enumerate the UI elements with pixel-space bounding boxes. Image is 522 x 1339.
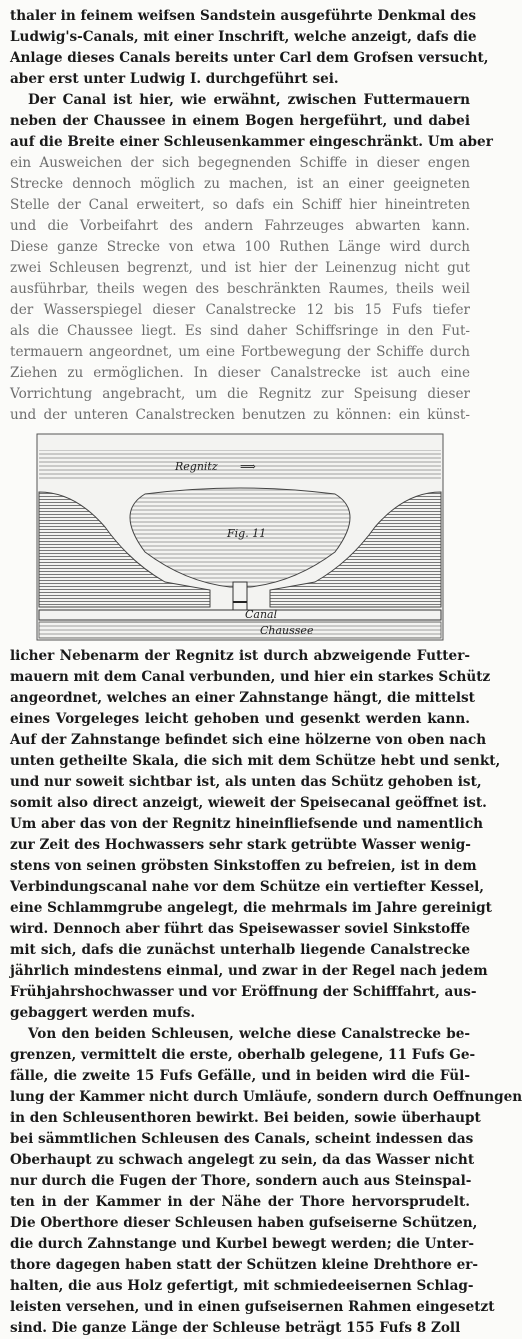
river-flow-arrow: ⟹ — [240, 460, 256, 473]
paragraph — [10, 1024, 522, 1339]
text-line: und nur soweit sichtbar ist, als unten das Schütz gehoben ist, — [10, 774, 482, 790]
text-line: leisten versehen, und in einen gufseisernen Rahmen eingesetzt — [10, 1299, 495, 1315]
text-line: neben der Chaussee in einem Bogen hergeführt, und dabei — [10, 113, 470, 129]
text-line: somit also direct anzeigt, wieweit der Speisecanal geöffnet ist. — [10, 795, 487, 811]
text-line: gebaggert werden mufs. — [10, 1005, 196, 1021]
text-line: Oberhaupt zu schwach angelegt zu sein, da das Wasser nicht — [10, 1152, 475, 1168]
canal-band — [39, 610, 441, 620]
text-line: Diese ganze Strecke von etwa 100 Ruthen Länge wird durch — [10, 239, 470, 255]
text-line: bei sämmtlichen Schleusen des Canals, scheint indessen das — [10, 1131, 474, 1147]
text-before-figure — [10, 6, 493, 426]
text-line: jährlich mindestens einmal, und zwar in der Regel nach jedem — [10, 963, 488, 979]
text-line: termauern angeordnet, um eine Fortbewegung der Schiffe durch — [10, 344, 470, 360]
text-line: Verbindungscanal nahe vor dem Schütze ein vertiefter Kessel, — [10, 879, 485, 895]
text-line: unten getheilte Skala, die sich mit dem Schütze hebt und senkt, — [10, 753, 501, 769]
text-line: in den Schleusenthoren bewirkt. Bei beiden, sowie überhaupt — [10, 1110, 481, 1126]
text-line: Auf der Zahnstange befindet sich eine hölzerne von oben nach — [10, 732, 487, 748]
text-line: ein Ausweichen der sich begegnenden Schiffe in dieser engen — [10, 155, 470, 171]
text-line: Ziehen zu ermöglichen. In dieser Canalstrecke ist auch eine — [10, 365, 470, 381]
text-line: als die Chaussee liegt. Es sind daher Schiffsringe in den Fut- — [10, 323, 470, 339]
figure-canal-plan — [35, 432, 445, 642]
road-label: Chaussee — [260, 624, 314, 637]
text-line: ausführbar, theils wegen des beschränkten Raumes, theils weil — [10, 281, 470, 297]
text-line: und die Vorbeifahrt des andern Fahrzeuges abwarten kann. — [10, 218, 470, 234]
text-line: halten, die aus Holz gefertigt, mit schmiedeeisernen Schlag- — [10, 1278, 474, 1294]
text-line: die durch Zahnstange und Kurbel bewegt werden; die Unter- — [10, 1236, 474, 1252]
text-line: Frühjahrshochwasser und vor Eröffnung der Schifffahrt, aus- — [10, 984, 477, 1000]
paragraph — [10, 90, 493, 153]
text-line: lung der Kammer nicht durch Umläufe, sondern durch Oeffnungen — [10, 1089, 522, 1105]
text-line: thore dagegen haben statt der Schützen kleine Drehthore er- — [10, 1257, 479, 1273]
text-line: Der Canal ist hier, wie erwähnt, zwischen Futtermauern — [28, 92, 470, 108]
text-line: Ludwig's-Canals, mit einer Inschrift, welche anzeigt, dafs die — [10, 29, 477, 45]
text-line: mit sich, dafs die zunächst unterhalb liegende Canalstrecke — [10, 942, 470, 958]
text-line: zur Zeit des Hochwassers sehr stark getrübte Wasser wenig- — [10, 837, 471, 853]
text-line: Um aber das von der Regnitz hineinfliefsende und namentlich — [10, 816, 484, 832]
text-line: Vorrichtung angebracht, um die Regnitz zur Speisung dieser — [10, 386, 470, 402]
text-line: stens von seinen gröbsten Sinkstoffen zu befreien, ist in dem — [10, 858, 477, 874]
text-line: zwei Schleusen begrenzt, und ist hier der Leinenzug nicht gut — [10, 260, 470, 276]
text-line: eine Schlammgrube angelegt, die mehrmals im Jahre gereinigt — [10, 900, 492, 916]
road-band — [39, 622, 441, 638]
paragraph — [10, 153, 470, 426]
text-line: Anlage dieses Canals bereits unter Carl dem Grofsen versucht, — [10, 50, 489, 66]
text-line: angeordnet, welches an einer Zahnstange hängt, die mittelst — [10, 690, 475, 706]
text-line: Strecke dennoch möglich zu machen, ist an einer geeigneten — [10, 176, 470, 192]
text-line: aber erst unter Ludwig I. durchgeführt sei. — [10, 71, 339, 87]
text-line: Von den beiden Schleusen, welche diese Canalstrecke be- — [28, 1026, 470, 1042]
text-line: und der unteren Canalstrecken benutzen zu können: ein künst- — [10, 407, 470, 423]
text-line: Stelle der Canal erweitert, so dafs ein Schiff hier hineintreten — [10, 197, 470, 213]
text-line: sind. Die ganze Länge der Schleuse beträgt 155 Fufs 8 Zoll — [10, 1320, 461, 1336]
text-after-figure — [10, 646, 522, 1339]
text-line: grenzen, vermittelt die erste, oberhalb gelegene, 11 Fufs Ge- — [10, 1047, 476, 1063]
text-line: auf die Breite einer Schleusenkammer eingeschränkt. Um aber — [10, 134, 493, 150]
text-line: mauern mit dem Canal verbunden, und hier ein starkes Schütz — [10, 669, 491, 685]
text-line: licher Nebenarm der Regnitz ist durch abzweigende Futter- — [10, 648, 470, 664]
canal-plan-drawing — [35, 432, 445, 642]
text-line: fälle, die zweite 15 Fufs Gefälle, und in beiden wird die Fül- — [10, 1068, 470, 1084]
paragraph — [10, 6, 489, 90]
text-line: der Wasserspiegel dieser Canalstrecke 12 bis 15 Fufs tiefer — [10, 302, 470, 318]
text-line: Die Oberthore dieser Schleusen haben gufseiserne Schützen, — [10, 1215, 478, 1231]
river-label: Regnitz — [175, 460, 218, 473]
text-line: wird. Dennoch aber führt das Speisewasser soviel Sinkstoffe — [10, 921, 470, 937]
canal-label: Canal — [245, 608, 278, 621]
text-line: eines Vorgeleges leicht gehoben und gesenkt werden kann. — [10, 711, 470, 727]
paragraph — [10, 646, 501, 1024]
text-line: ten in der Kammer in der Nähe der Thore hervorsprudelt. — [10, 1194, 470, 1210]
text-line: thaler in feinem weifsen Sandstein ausgeführte Denkmal des — [10, 8, 476, 24]
text-line: nur durch die Fugen der Thore, sondern auch aus Steinspal- — [10, 1173, 472, 1189]
figure-number-label: Fig. 11 — [227, 527, 267, 540]
